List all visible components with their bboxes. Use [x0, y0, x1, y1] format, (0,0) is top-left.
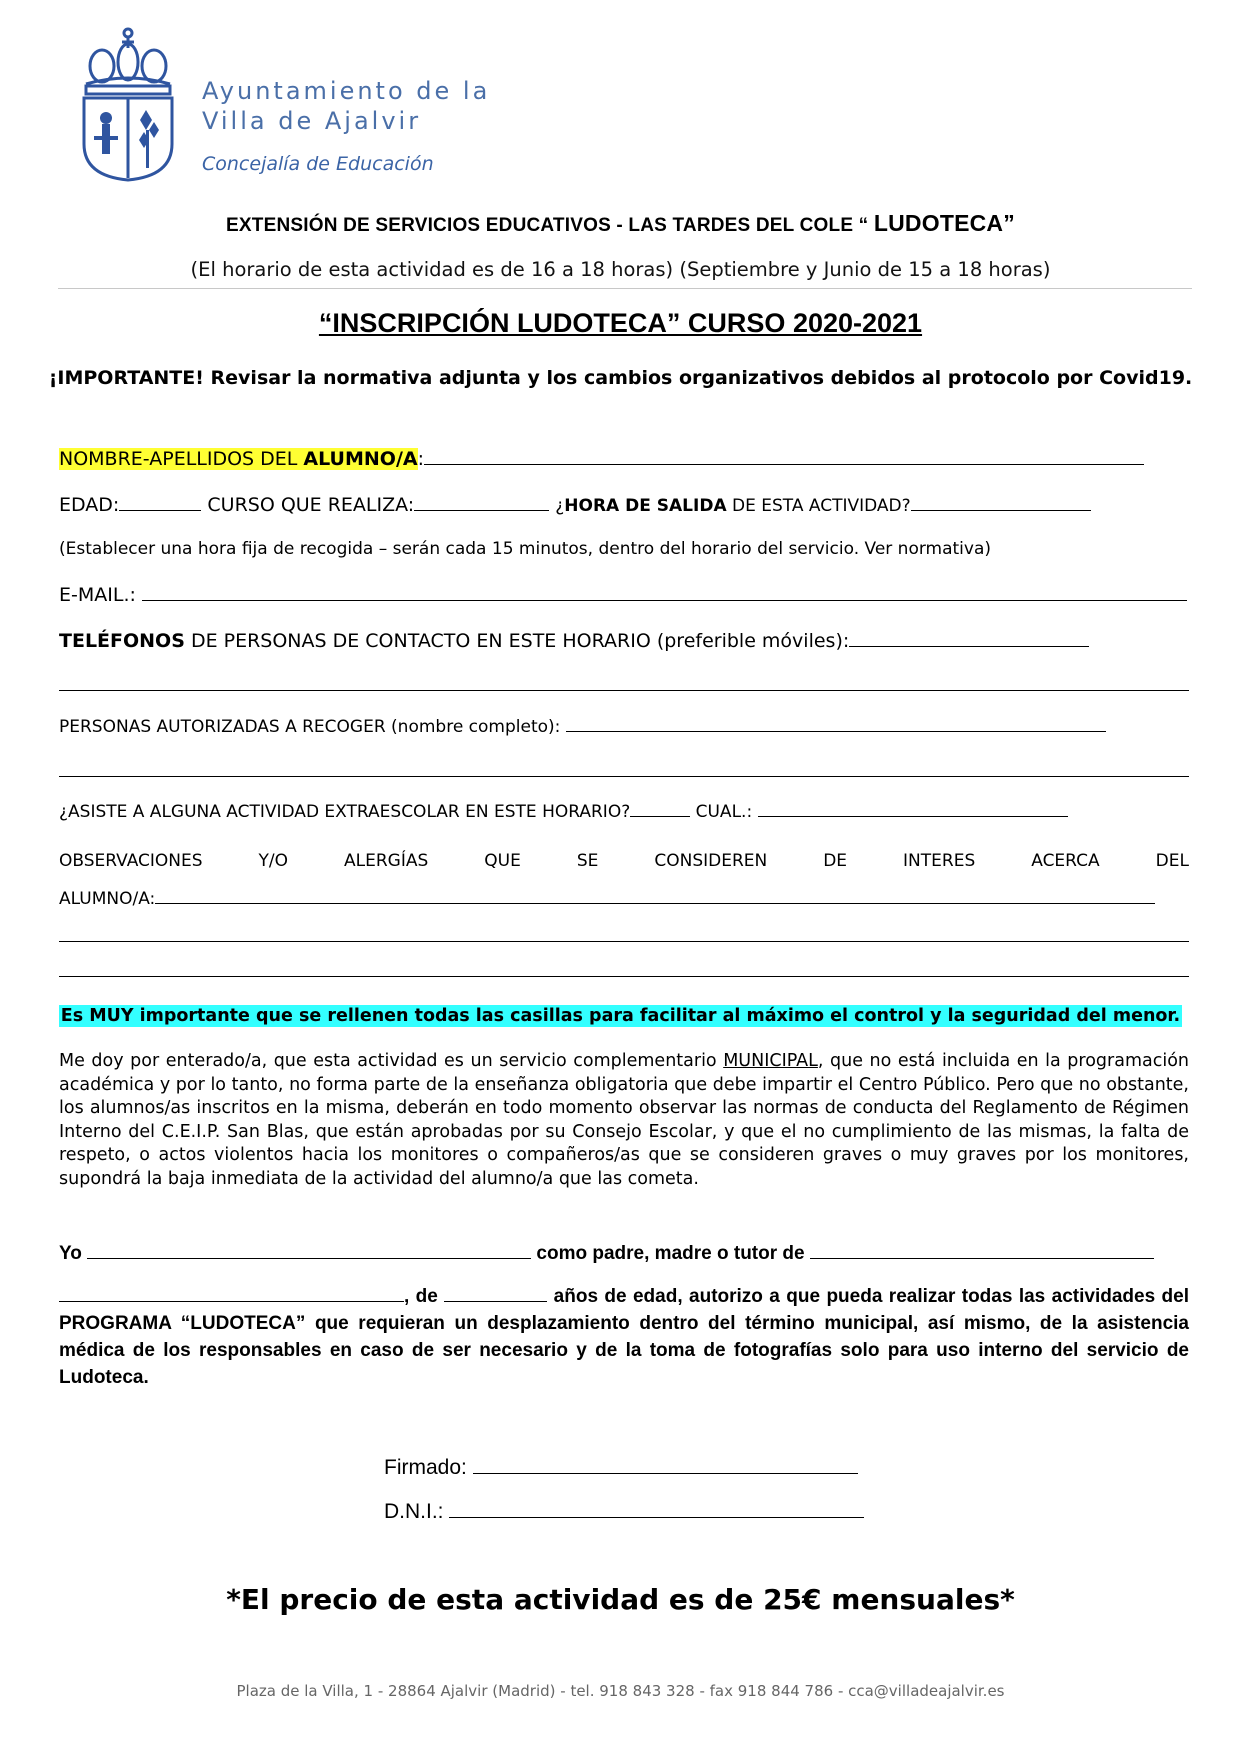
- observations-label: [59, 851, 1189, 871]
- phones-row: [59, 629, 1089, 652]
- age-course-row: [59, 493, 1091, 516]
- authorized-label: PERSONAS AUTORIZADAS A RECOGER (nombre completo):: [59, 717, 566, 737]
- required-fields-notice: Es MUY importante que se rellenen todas las casillas para facilitar al máximo el control y la seguridad del menor.: [60, 1006, 1181, 1026]
- observations-word: OBSERVACIONES: [59, 851, 203, 871]
- org-name-line1: Ayuntamiento de la: [202, 77, 491, 105]
- observations-word: INTERES: [903, 851, 976, 871]
- consent-paragraph: , de años de edad, autorizo a que pueda realizar todas las actividades del PROGRAMA “LUDOTECA” que requieran un desplazamiento dentro del término municipal, así mismo, de la asistencia médica de los responsables en caso de ser necesario y de la toma de fotografías solo para uso interno del servicio de Ludoteca.: [59, 1286, 1189, 1388]
- observations-word: ALERGÍAS: [344, 851, 429, 871]
- observations-word: QUE: [484, 851, 521, 871]
- dni-row: [384, 1500, 864, 1524]
- phones-field-line2[interactable]: [59, 690, 1189, 691]
- observations-field[interactable]: [155, 886, 1155, 904]
- department-name: Concejalía de Educación: [202, 153, 434, 175]
- course-label: CURSO QUE REALIZA:: [207, 494, 415, 516]
- student-name-label: NOMBRE-APELLIDOS DEL ALUMNO/A: [59, 448, 418, 470]
- exit-time-note: (Establecer una hora fija de recogida – serán cada 15 minutos, dentro del horario del servicio. Ver normativa): [59, 539, 992, 559]
- observations-word: DE: [823, 851, 848, 871]
- authorized-field[interactable]: [566, 714, 1106, 732]
- email-row: [59, 583, 1187, 606]
- course-field[interactable]: [414, 493, 549, 511]
- dni-label: D.N.I.:: [384, 1500, 450, 1523]
- exit-time-field[interactable]: [911, 493, 1091, 511]
- program-heading-ludoteca: LUDOTECA”: [873, 210, 1015, 236]
- child-name-field[interactable]: [810, 1241, 1154, 1259]
- important-notice: ¡IMPORTANTE! Revisar la normativa adjunta y los cambios organizativos debidos al protocolo por Covid19.: [48, 367, 1193, 389]
- dni-field[interactable]: [449, 1500, 864, 1518]
- signature-label: Firmado:: [384, 1456, 473, 1479]
- signature-field[interactable]: [473, 1456, 858, 1474]
- municipal-underlined: MUNICIPAL: [723, 1051, 818, 1071]
- child-age-field[interactable]: [444, 1284, 547, 1302]
- observations-word: Y/O: [258, 851, 289, 871]
- exit-time-label: ¿HORA DE SALIDA DE ESTA ACTIVIDAD?: [555, 496, 911, 516]
- email-field[interactable]: [142, 583, 1187, 601]
- which-activity-field[interactable]: [758, 799, 1068, 817]
- observations-label-line2: ALUMNO/A:: [59, 889, 156, 909]
- municipal-crest-logo: [80, 26, 176, 182]
- consent-line1: Yo como padre, madre o tutor de: [59, 1240, 1189, 1267]
- org-name-line2: Villa de Ajalvir: [202, 107, 422, 135]
- email-label: E-MAIL.:: [59, 584, 142, 606]
- age-field[interactable]: [119, 493, 201, 511]
- extracurricular-label: ¿ASISTE A ALGUNA ACTIVIDAD EXTRAESCOLAR EN ESTE HORARIO?: [59, 802, 631, 822]
- authorized-field-line2[interactable]: [59, 776, 1189, 777]
- observations-field-line3[interactable]: [59, 976, 1189, 977]
- observations-word: SE: [576, 851, 599, 871]
- header-divider: [58, 288, 1192, 289]
- observations-word: DEL: [1155, 851, 1189, 871]
- observations-word: CONSIDEREN: [654, 851, 768, 871]
- signature-row: [384, 1456, 858, 1480]
- age-label: EDAD:: [59, 494, 120, 516]
- observations-field-line2[interactable]: [59, 941, 1189, 942]
- authorized-row: [59, 714, 1106, 737]
- student-name-field[interactable]: [424, 447, 1144, 465]
- phones-field[interactable]: [849, 629, 1089, 647]
- extracurricular-row: [59, 799, 1068, 822]
- observations-word: ACERCA: [1031, 851, 1100, 871]
- guardian-name-field[interactable]: [87, 1241, 531, 1259]
- student-name-row: [59, 447, 1144, 470]
- price-note: *El precio de esta actividad es de 25€ mensuales*: [226, 1583, 1015, 1616]
- extracurricular-field[interactable]: [630, 799, 690, 817]
- footer-address: Plaza de la Villa, 1 - 28864 Ajalvir (Madrid) - tel. 918 843 328 - fax 918 844 786 - cca@villadeajalvir.es: [236, 1682, 1005, 1700]
- child-name-field-cont[interactable]: [59, 1284, 404, 1302]
- page-title: “INSCRIPCIÓN LUDOTECA” CURSO 2020-2021: [318, 308, 923, 338]
- observations-row2: [59, 886, 1155, 909]
- programa-ludoteca: PROGRAMA “LUDOTECA”: [59, 1313, 306, 1334]
- schedule-note: (El horario de esta actividad es de 16 a 18 horas) (Septiembre y Junio de 15 a 18 horas): [190, 258, 1051, 281]
- terms-paragraph: Me doy por enterado/a, que esta actividad es un servicio complementario MUNICIPAL, que no está incluida en la programación académica y por lo tanto, no forma parte de la enseñanza obligatoria que debe impartir el Centro Público. Pero que no obstante, los alumnos/as inscritos en la misma, deberán en todo momento observar las normas de conducta del Reglamento de Régimen Interno del C.E.I.P. San Blas, que están aprobadas por su Consejo Escolar, y que el no cumplimiento de las mismas, la falta de respeto, o actos violentos hacia los monitores o compañeros/as que se consideren graves o muy graves por los monitores, supondrá la baja inmediata de la actividad del alumno/a que las cometa.: [59, 1051, 1189, 1189]
- program-heading-prefix: EXTENSIÓN DE SERVICIOS EDUCATIVOS - LAS TARDES DEL COLE “: [226, 215, 874, 236]
- phones-label: TELÉFONOS DE PERSONAS DE CONTACTO EN ESTE HORARIO (preferible móviles):: [59, 630, 850, 652]
- which-activity-label: CUAL.:: [690, 802, 758, 822]
- program-heading: [0, 210, 1241, 237]
- student-name-colon: :: [417, 448, 424, 470]
